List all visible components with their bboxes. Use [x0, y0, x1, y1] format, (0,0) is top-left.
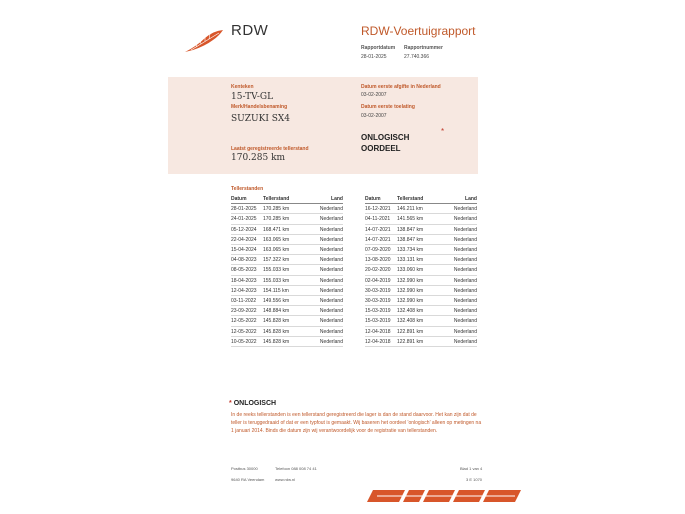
table-row [365, 296, 477, 306]
cell-odometer: 163.065 km [263, 236, 290, 243]
report-number: 27.740.366 [404, 54, 430, 60]
cell-odometer: 148.884 km [263, 308, 290, 315]
table-row [231, 235, 343, 245]
cell-odometer: 154.115 km [263, 287, 289, 294]
cell-date: 10-05-2022 [231, 338, 257, 345]
cell-date: 20-02-2020 [365, 267, 391, 274]
cell-country: Nederland [453, 206, 477, 213]
report-number-label: Rapportnummer [404, 45, 443, 51]
footnote-title [229, 400, 276, 407]
cell-odometer: 155.033 km [263, 267, 290, 274]
plate-label: Kenteken [231, 84, 254, 90]
cell-country: Nederland [453, 247, 477, 253]
cell-date: 13-08-2020 [365, 257, 391, 264]
table-row [365, 214, 477, 224]
cell-date: 24-01-2025 [231, 216, 257, 223]
cell-date: 02-04-2019 [365, 277, 391, 284]
cell-country: Nederland [453, 277, 477, 284]
cell-date: 22-04-2024 [231, 236, 257, 243]
table-row [231, 255, 343, 265]
cell-odometer: 122.891 km [397, 338, 424, 345]
cell-country: Nederland [453, 267, 477, 274]
cell-date: 30-03-2019 [365, 287, 391, 294]
cell-odometer: 146.211 km [397, 206, 423, 213]
cell-date: 12-04-2018 [365, 328, 391, 335]
table-row [365, 245, 477, 255]
header-odometer: Tellerstand [397, 196, 424, 202]
cell-date: 04-11-2021 [365, 216, 391, 223]
cell-country: Nederland [319, 267, 343, 274]
table-row [231, 286, 343, 296]
table-row [231, 245, 343, 255]
footer-city: 9640 RA Veendam [231, 477, 265, 482]
footnote-title-text: ONLOGISCH [233, 400, 277, 407]
table-row [231, 214, 343, 224]
footer-page: Blad 1 van 4 [460, 466, 483, 471]
cell-date: 15-03-2019 [365, 318, 391, 325]
cell-odometer: 145.828 km [263, 318, 290, 325]
cell-date: 05-12-2024 [231, 226, 257, 233]
table-header-row [365, 194, 477, 204]
header-country: Land [465, 196, 477, 202]
cell-date: 12-04-2018 [365, 338, 391, 345]
cell-odometer: 138.847 km [397, 236, 424, 243]
odometer-label: Laatst geregistreerde tellerstand [231, 146, 309, 152]
cell-country: Nederland [319, 216, 343, 223]
odometer-value: 170.285 km [231, 153, 286, 163]
cell-date: 16-12-2021 [365, 206, 391, 213]
cell-odometer: 132.408 km [397, 308, 424, 315]
cell-country: Nederland [453, 298, 477, 304]
cell-country: Nederland [319, 318, 343, 325]
cell-odometer: 138.847 km [397, 226, 424, 233]
cell-country: Nederland [319, 308, 343, 315]
cell-country: Nederland [453, 338, 477, 345]
cell-odometer: 133.131 km [397, 257, 424, 264]
table-row [231, 225, 343, 235]
cell-date: 14-07-2021 [365, 226, 391, 233]
cell-country: Nederland [319, 236, 343, 243]
footer-postbus: Postbus 30000 [231, 466, 258, 471]
table-row [231, 204, 343, 214]
table-row [365, 316, 477, 326]
table-row [365, 276, 477, 286]
cell-odometer: 149.556 km [263, 298, 290, 304]
table-row [365, 306, 477, 316]
footer-phone: Telefoon 088 008 74 41 [275, 466, 317, 471]
cell-country: Nederland [453, 257, 477, 264]
table-row [231, 296, 343, 306]
cell-date: 04-08-2023 [231, 257, 257, 264]
cell-odometer: 132.408 km [397, 318, 424, 325]
table-row [365, 225, 477, 235]
table-row [365, 337, 477, 347]
cell-odometer: 145.828 km [263, 328, 290, 335]
table-row [231, 327, 343, 337]
brand-value: SUZUKI SX4 [231, 114, 291, 124]
cell-country: Nederland [453, 328, 477, 335]
cell-date: 30-03-2019 [365, 298, 391, 304]
table-row [365, 286, 477, 296]
table-row [231, 306, 343, 316]
cell-odometer: 157.322 km [263, 257, 290, 264]
cell-odometer: 170.285 km [263, 216, 290, 223]
verdict-asterisk: * [441, 127, 445, 136]
cell-country: Nederland [319, 226, 343, 233]
cell-date: 07-09-2020 [365, 247, 391, 253]
cell-country: Nederland [453, 318, 477, 325]
header-date: Datum [231, 196, 247, 202]
cell-odometer: 133.060 km [397, 267, 424, 274]
cell-country: Nederland [319, 247, 343, 253]
cell-date: 08-05-2023 [231, 267, 257, 274]
cell-odometer: 133.734 km [397, 247, 424, 253]
report-date: 28-01-2025 [361, 54, 387, 60]
cell-date: 03-11-2022 [231, 298, 257, 304]
verdict-line-1: ONLOGISCH [361, 133, 410, 142]
cell-country: Nederland [453, 287, 477, 294]
table-row [231, 265, 343, 275]
report-date-label: Rapportdatum [361, 45, 396, 51]
cell-country: Nederland [319, 257, 343, 264]
cell-country: Nederland [453, 308, 477, 315]
verdict-line-2: OORDEEL [361, 144, 401, 153]
rdw-feather-logo-icon [183, 28, 225, 54]
header-country: Land [331, 196, 343, 202]
cell-country: Nederland [453, 236, 477, 243]
cell-odometer: 170.285 km [263, 206, 290, 213]
cell-date: 12-05-2022 [231, 318, 257, 325]
cell-country: Nederland [319, 206, 343, 213]
footer-web: www.rdw.nl [275, 477, 296, 482]
table-row [231, 316, 343, 326]
table-row [365, 265, 477, 275]
cell-odometer: 145.828 km [263, 338, 290, 345]
brand-label: Merk/Handelsbenaming [231, 104, 288, 110]
cell-country: Nederland [453, 216, 477, 223]
cell-odometer: 122.891 km [397, 328, 424, 335]
cell-odometer: 155.033 km [263, 277, 290, 284]
cell-date: 12-04-2023 [231, 287, 257, 294]
report-title: RDW-Voertuigrapport [361, 24, 476, 38]
cell-odometer: 141.565 km [397, 216, 424, 223]
header-date: Datum [365, 196, 381, 202]
brand-name: RDW [231, 22, 269, 39]
table-row [365, 204, 477, 214]
cell-date: 12-05-2022 [231, 328, 257, 335]
odometer-table-title: Tellerstanden [231, 186, 264, 192]
table-row [365, 327, 477, 337]
rdw-stripe-icon [365, 489, 523, 503]
footer-code: 3 E 1070 [466, 477, 483, 482]
table-row [365, 255, 477, 265]
cell-odometer: 163.065 km [263, 247, 290, 253]
first-admission-value: 03-02-2007 [361, 113, 387, 119]
cell-date: 23-09-2022 [231, 308, 257, 315]
table-row [231, 337, 343, 347]
cell-country: Nederland [319, 338, 343, 345]
cell-odometer: 132.990 km [397, 298, 424, 304]
first-issue-nl-label: Datum eerste afgifte in Nederland [361, 84, 441, 90]
vehicle-summary-panel [168, 77, 478, 174]
footnote-asterisk: * [229, 400, 232, 407]
cell-date: 14-07-2021 [365, 236, 391, 243]
cell-odometer: 132.990 km [397, 287, 424, 294]
table-header-row [231, 194, 343, 204]
table-row [365, 235, 477, 245]
cell-country: Nederland [319, 277, 343, 284]
first-admission-label: Datum eerste toelating [361, 104, 415, 110]
cell-date: 18-04-2023 [231, 277, 257, 284]
cell-country: Nederland [319, 298, 343, 304]
cell-country: Nederland [319, 328, 343, 335]
plate-value: 15-TV-GL [231, 92, 274, 102]
footnote-text: In de reeks tellerstanden is een tellerstand geregistreerd die lager is dan de stand daarvoor. Het kan zijn dat de teller is teruggedraaid of dat er een typfout is gemaakt. Wij baseren het oordeel 'onlogisch' alleen op metingen na 1 januari 2014. Binds die datum zijn wij verantwoordelijk voor de registratie van tellerstanden. [231, 412, 482, 434]
first-issue-nl-value: 03-02-2007 [361, 92, 387, 98]
cell-country: Nederland [453, 226, 477, 233]
cell-date: 28-01-2025 [231, 206, 257, 213]
cell-country: Nederland [319, 287, 343, 294]
cell-odometer: 132.990 km [397, 277, 424, 284]
table-row [231, 276, 343, 286]
cell-date: 15-04-2024 [231, 247, 257, 253]
cell-date: 15-03-2019 [365, 308, 391, 315]
cell-odometer: 168.471 km [263, 226, 290, 233]
header-odometer: Tellerstand [263, 196, 290, 202]
